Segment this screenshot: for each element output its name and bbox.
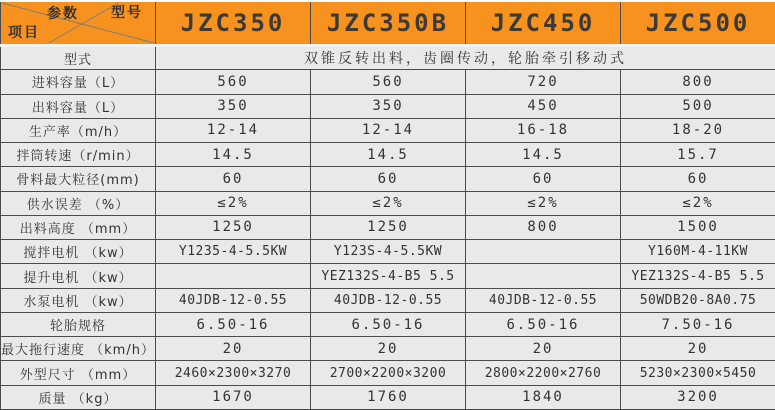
- spec-value: YEZ132S-4-B5 5.5: [311, 264, 466, 288]
- row-label: 型式: [1, 46, 156, 70]
- corner-model-label: 型号: [111, 5, 143, 21]
- spec-value: 1500: [621, 215, 775, 239]
- spec-value: 12-14: [311, 118, 466, 142]
- table-row-lifting-motor: [1, 264, 775, 288]
- spec-value: [466, 240, 621, 264]
- row-label: 外型尺寸 （mm）: [1, 361, 156, 385]
- spec-value: Y160M-4-11KW: [621, 240, 775, 264]
- model-header-jzc350: JZC350: [156, 1, 311, 46]
- spec-value: 500: [621, 94, 775, 118]
- spec-value: 20: [466, 337, 621, 361]
- table-row-drum-speed: [1, 143, 775, 167]
- spec-value: 1670: [156, 385, 311, 409]
- spec-value: ≤2%: [621, 191, 775, 215]
- row-label: 生产率（m/h）: [1, 118, 156, 142]
- table-row-max-aggregate-size: [1, 167, 775, 191]
- spec-value: 2800×2200×2760: [466, 361, 621, 385]
- spec-value: 720: [466, 70, 621, 94]
- table-row-max-towing-speed: [1, 337, 775, 361]
- table-row-water-supply-error: [1, 191, 775, 215]
- spec-value: 12-14: [156, 118, 311, 142]
- spec-value: 14.5: [156, 143, 311, 167]
- model-header-jzc450: JZC450: [466, 1, 621, 46]
- spec-value: ≤2%: [156, 191, 311, 215]
- spec-value: [156, 264, 311, 288]
- row-label: 水泵电机 （kw）: [1, 288, 156, 312]
- spec-value: 7.50-16: [621, 312, 775, 336]
- spec-value: Y1235-4-5.5KW: [156, 240, 311, 264]
- header-row: [1, 1, 775, 46]
- row-label: 最大拖行速度 （km/h）: [1, 337, 156, 361]
- model-header-jzc500: JZC500: [621, 1, 775, 46]
- row-label: 搅拌电机 （kw）: [1, 240, 156, 264]
- spec-value: ≤2%: [466, 191, 621, 215]
- spec-value: 20: [311, 337, 466, 361]
- spec-value: Y123S-4-5.5KW: [311, 240, 466, 264]
- spec-value: 5230×2300×5450: [621, 361, 775, 385]
- spec-value: 1250: [156, 215, 311, 239]
- table-row-productivity: [1, 118, 775, 142]
- spec-value: 2700×2200×3200: [311, 361, 466, 385]
- spec-value: 60: [311, 167, 466, 191]
- spec-value: 2460×2300×3270: [156, 361, 311, 385]
- corner-param-label: 参数: [47, 6, 79, 22]
- row-label: 提升电机 （kw）: [1, 264, 156, 288]
- spec-value: 40JDB-12-0.55: [466, 288, 621, 312]
- row-label: 进料容量（L）: [1, 70, 156, 94]
- spec-value: 450: [466, 94, 621, 118]
- table-row-discharging-capacity: [1, 94, 775, 118]
- table-row-tire-spec: [1, 312, 775, 336]
- spec-value: 6.50-16: [311, 312, 466, 336]
- spec-value: 3200: [621, 385, 775, 409]
- table-row-weight: [1, 385, 775, 409]
- spec-value: 1840: [466, 385, 621, 409]
- type-row: [1, 46, 775, 70]
- spec-value: 560: [311, 70, 466, 94]
- spec-value: 6.50-16: [466, 312, 621, 336]
- spec-value: 60: [621, 167, 775, 191]
- corner-item-label: 项目: [8, 25, 40, 41]
- spec-value: 560: [156, 70, 311, 94]
- spec-value: 14.5: [466, 143, 621, 167]
- model-header-jzc350b: JZC350B: [311, 1, 466, 46]
- table-row-water-pump-motor: [1, 288, 775, 312]
- spec-value: 60: [156, 167, 311, 191]
- spec-value: 14.5: [311, 143, 466, 167]
- spec-value: 350: [311, 94, 466, 118]
- spec-value: YEZ132S-4-B5 5.5: [621, 264, 775, 288]
- spec-value: 60: [466, 167, 621, 191]
- row-label: 骨料最大粒径(mm): [1, 167, 156, 191]
- row-label: 出料容量（L）: [1, 94, 156, 118]
- table-row-mixing-motor: [1, 240, 775, 264]
- spec-value: 350: [156, 94, 311, 118]
- spec-value: 15.7: [621, 143, 775, 167]
- spec-value: 800: [621, 70, 775, 94]
- table-row-feeding-capacity: [1, 70, 775, 94]
- corner-cell: [1, 1, 156, 46]
- spec-value: 40JDB-12-0.55: [156, 288, 311, 312]
- spec-value: 6.50-16: [156, 312, 311, 336]
- table-row-discharge-height: [1, 215, 775, 239]
- spec-value: 800: [466, 215, 621, 239]
- spec-value: 20: [621, 337, 775, 361]
- row-label: 供水误差 （%）: [1, 191, 156, 215]
- spec-value: ≤2%: [311, 191, 466, 215]
- row-label: 质量 （kg）: [1, 385, 156, 409]
- type-value: 双锥反转出料，齿圈传动，轮胎牵引移动式: [156, 46, 775, 70]
- spec-value: 20: [156, 337, 311, 361]
- row-label: 出料高度 （mm）: [1, 215, 156, 239]
- table-row-overall-dimensions: [1, 361, 775, 385]
- spec-value: 40JDB-12-0.55: [311, 288, 466, 312]
- spec-value: [466, 264, 621, 288]
- row-label: 轮胎规格: [1, 312, 156, 336]
- row-label: 拌筒转速（r/min）: [1, 143, 156, 167]
- spec-value: 16-18: [466, 118, 621, 142]
- spec-value: 1760: [311, 385, 466, 409]
- spec-value: 50WDB20-8A0.75: [621, 288, 775, 312]
- spec-value: 18-20: [621, 118, 775, 142]
- spec-value: 1250: [311, 215, 466, 239]
